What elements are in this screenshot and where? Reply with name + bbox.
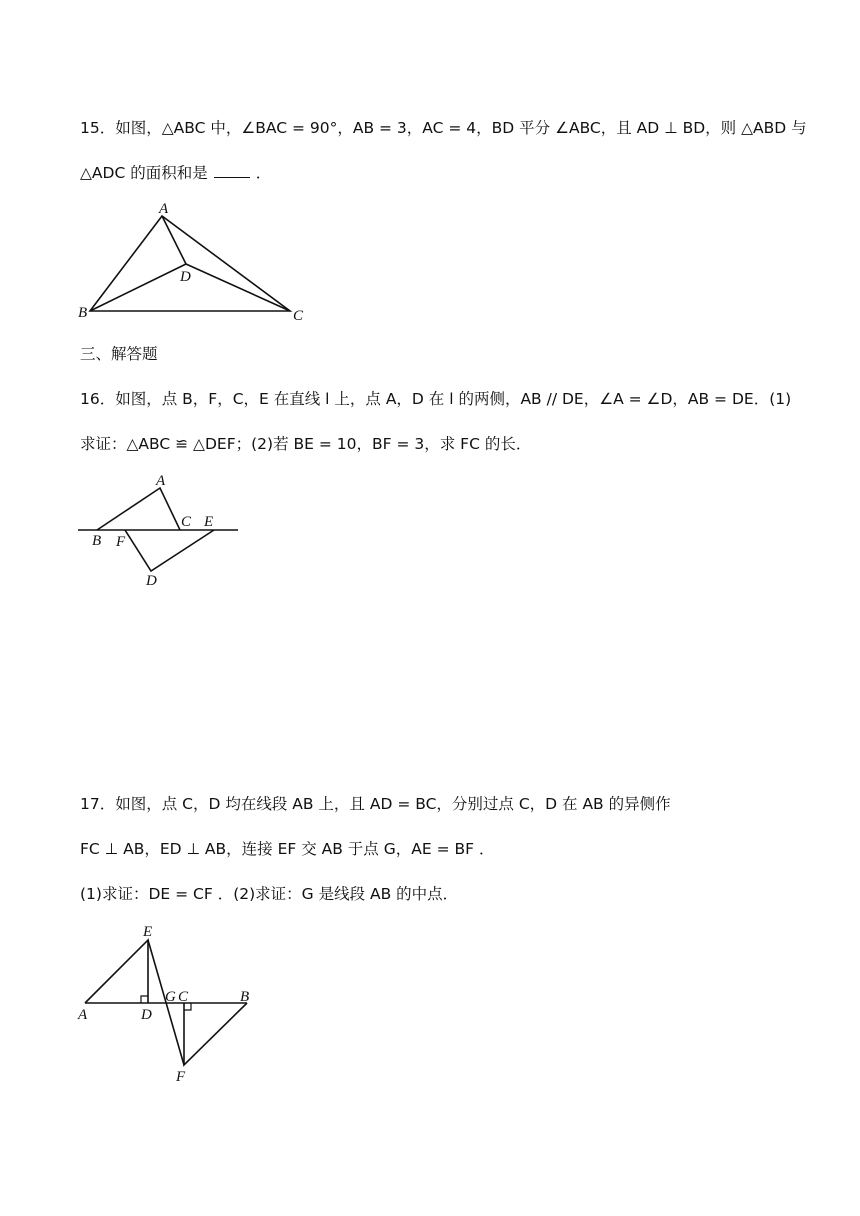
q17-text-line3: (1)求证：DE = CF ．(2)求证：G 是线段 AB 的中点． bbox=[80, 885, 459, 903]
q15-text-line1: 15．如图，△ABC 中，∠BAC = 90°，AB = 3，AC = 4，BD 平分 ∠ABC，且 AD ⊥ BD，则 △ABD 与 bbox=[80, 119, 807, 137]
q17-right-angle-d bbox=[141, 996, 148, 1003]
q15-segment-ad bbox=[162, 216, 186, 264]
q15-label-d: D bbox=[180, 269, 191, 285]
q17-triangle-ade bbox=[85, 940, 148, 1003]
q15-label-a: A bbox=[159, 201, 169, 217]
q17-label-e: E bbox=[143, 924, 153, 940]
q16-label-a: A bbox=[156, 473, 166, 489]
q17-triangle-bcf bbox=[184, 1003, 247, 1065]
q17-text-line1: 17．如图，点 C，D 均在线段 AB 上，且 AD = BC，分别过点 C，D 在 AB 的异侧作 bbox=[80, 795, 671, 813]
q17-text-line2: FC ⊥ AB，ED ⊥ AB，连接 EF 交 AB 于点 G，AE = BF ． bbox=[80, 840, 495, 858]
q15-segment-bd bbox=[90, 264, 186, 311]
section-title: 三、解答题 bbox=[80, 345, 158, 363]
q15-triangle-figure bbox=[70, 198, 310, 328]
q15-label-c: C bbox=[293, 308, 304, 324]
q16-triangle-def bbox=[125, 530, 214, 571]
q17-label-d: D bbox=[141, 1007, 152, 1023]
q16-text-line1: 16．如图，点 B，F，C，E 在直线 l 上，点 A，D 在 l 的两侧，AB // DE，∠A = ∠D，AB = DE．(1) bbox=[80, 390, 792, 408]
q16-text-line2: 求证：△ABC ≌ △DEF；(2)若 BE = 10，BF = 3，求 FC 的长． bbox=[80, 435, 532, 453]
q16-label-e: E bbox=[204, 514, 214, 530]
q17-label-f: F bbox=[176, 1069, 186, 1085]
q17-figure bbox=[75, 922, 275, 1092]
q16-label-d: D bbox=[146, 573, 157, 589]
q17-label-b: B bbox=[240, 989, 250, 1005]
answer-blank bbox=[214, 163, 250, 178]
q17-label-c: C bbox=[178, 989, 189, 1005]
q15-text-line2-a: △ADC 的面积和是 bbox=[80, 164, 208, 182]
q15-text-line2 bbox=[80, 163, 271, 183]
q16-figure bbox=[75, 475, 255, 595]
q16-label-c: C bbox=[181, 514, 192, 530]
q15-text-line2-b: ． bbox=[255, 164, 272, 182]
q15-label-b: B bbox=[78, 305, 88, 321]
q17-label-a: A bbox=[78, 1007, 88, 1023]
q16-label-f: F bbox=[116, 534, 126, 550]
q16-triangle-abc bbox=[97, 488, 180, 530]
q15-segment-dc bbox=[186, 264, 290, 311]
q17-label-g: G bbox=[165, 989, 176, 1005]
q16-label-b: B bbox=[92, 533, 102, 549]
